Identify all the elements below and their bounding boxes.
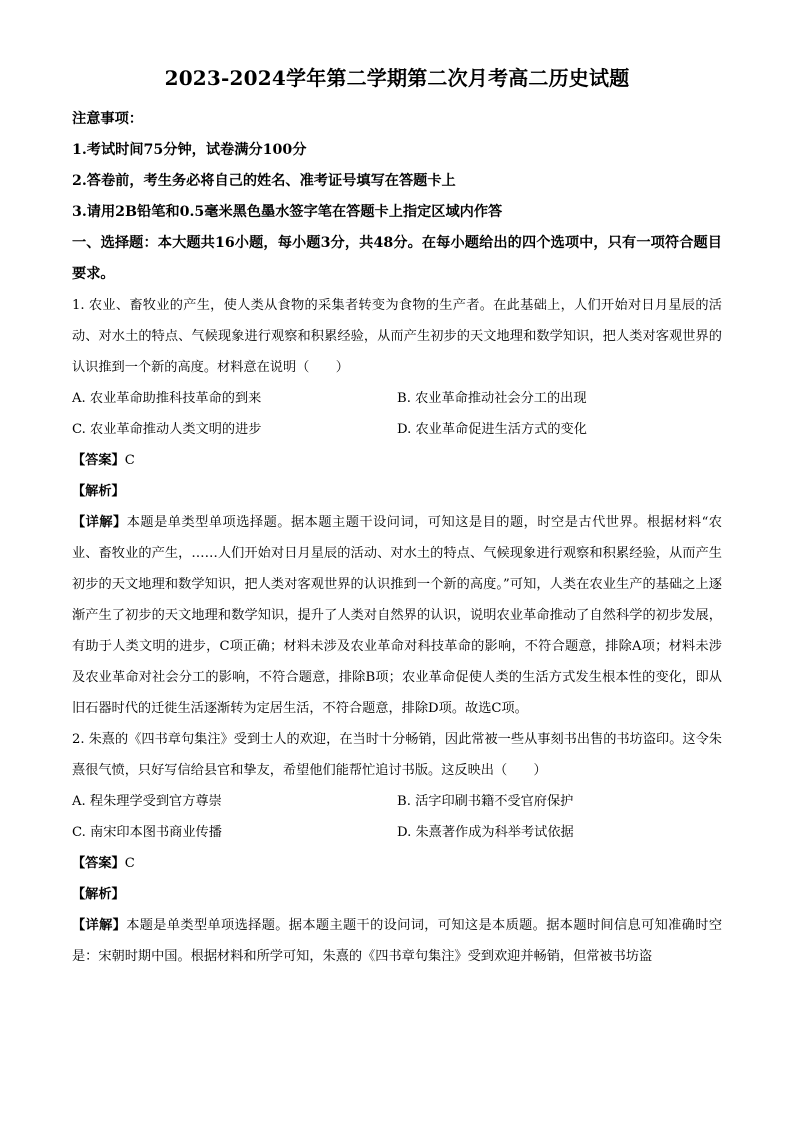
question-number: 1. bbox=[72, 298, 85, 313]
option-d: D. 农业革命促进生活方式的变化 bbox=[397, 422, 587, 437]
question-text: 朱熹的《四书章句集注》受到士人的欢迎，在当时十分畅销，因此常被一些从事刻书出售的书坊盗印。这令朱熹很气愤，只好写信给县官和挚友，希望他们能帮忙追讨书版。这反映出（ ） bbox=[72, 732, 722, 778]
detail-paragraph bbox=[72, 507, 722, 724]
question-text: 农业、畜牧业的产生，使人类从食物的采集者转变为食物的生产者。在此基础上，人们开始对日月星辰的活动、对水土的特点、气候现象进行观察和积累经验，从而产生初步的天文地理和数学知识，把人类对客观世界的认识推到一个新的高度。材料意在说明（ ） bbox=[72, 298, 722, 375]
analysis-tag: 【解析】 bbox=[72, 887, 125, 902]
notes-item: 2.答卷前，考生务必将自己的姓名、准考证号填写在答题卡上 bbox=[72, 173, 456, 189]
question-2-options bbox=[72, 786, 722, 848]
detail-paragraph bbox=[72, 910, 722, 972]
page-title: 2023-2024学年第二学期第二次月考高二历史试题 bbox=[164, 66, 630, 90]
detail-text: 本题是单类型单项选择题。据本题主题干设问词，可知这是目的题，时空是古代世界。根据材料“农业、畜牧业的产生，……人们开始对日月星辰的活动、对水土的特点、气候现象进行观察和积累经验，从而产生初步的天文地理和数学知识，把人类对客观世界的认识推到一个新的高度。”可知，人类在农业生产的基础之上逐渐产生了初步的天文地理和数学知识，提升了人类对自然界的认识，说明农业革命推动了自然科学的初步发展，有助于人类文明的进步，C项正确；材料未涉及农业革命对科技革命的影响，不符合题意，排除A项；材料未涉及农业革命对社会分工的影响，不符合题意，排除B项；农业革命促使人类的生活方式发生根本性的变化，即从旧石器时代的迁徙生活逐渐转为定居生活，不符合题意，排除D项。故选C项。 bbox=[72, 515, 722, 716]
option-a: A. 农业革命助推科技革命的到来 bbox=[72, 391, 262, 406]
option-a: A. 程朱理学受到官方尊崇 bbox=[72, 794, 222, 809]
detail-text: 本题是单类型单项选择题。据本题主题干的设问词，可知这是本质题。据本题时间信息可知准确时空是：宋朝时期中国。根据材料和所学可知，朱熹的《四书章句集注》受到欢迎并畅销，但常被书坊盗 bbox=[72, 918, 723, 964]
notes-heading: 注意事项： bbox=[72, 111, 143, 127]
analysis-line bbox=[72, 476, 722, 507]
answer-value: C bbox=[124, 453, 135, 468]
answer-tag: 【答案】 bbox=[72, 453, 125, 468]
analysis-tag: 【解析】 bbox=[72, 484, 125, 499]
question-1-stem bbox=[72, 290, 722, 383]
answer-tag: 【答案】 bbox=[72, 856, 125, 871]
answer-line bbox=[72, 848, 722, 879]
exam-page bbox=[72, 64, 722, 972]
answer-value: C bbox=[124, 856, 135, 871]
option-b: B. 农业革命推动社会分工的出现 bbox=[397, 391, 587, 406]
question-2-stem bbox=[72, 724, 722, 786]
section-heading: 一、选择题：本大题共16小题，每小题3分，共48分。在每小题给出的四个选项中，只有一项符合题目要求。 bbox=[72, 235, 722, 282]
analysis-line bbox=[72, 879, 722, 910]
detail-tag: 【详解】 bbox=[72, 918, 127, 933]
answer-line bbox=[72, 445, 722, 476]
question-number: 2. bbox=[72, 732, 85, 747]
notes-item: 3.请用2B铅笔和0.5毫米黑色墨水签字笔在答题卡上指定区域内作答 bbox=[72, 204, 503, 220]
option-c: C. 农业革命推动人类文明的进步 bbox=[72, 422, 262, 437]
notes-item: 1.考试时间75分钟，试卷满分100分 bbox=[72, 142, 307, 158]
option-b: B. 活字印刷书籍不受官府保护 bbox=[397, 794, 574, 809]
option-d: D. 朱熹著作成为科举考试依据 bbox=[397, 825, 574, 840]
detail-tag: 【详解】 bbox=[72, 515, 127, 530]
question-1-options bbox=[72, 383, 722, 445]
option-c: C. 南宋印本图书商业传播 bbox=[72, 825, 222, 840]
